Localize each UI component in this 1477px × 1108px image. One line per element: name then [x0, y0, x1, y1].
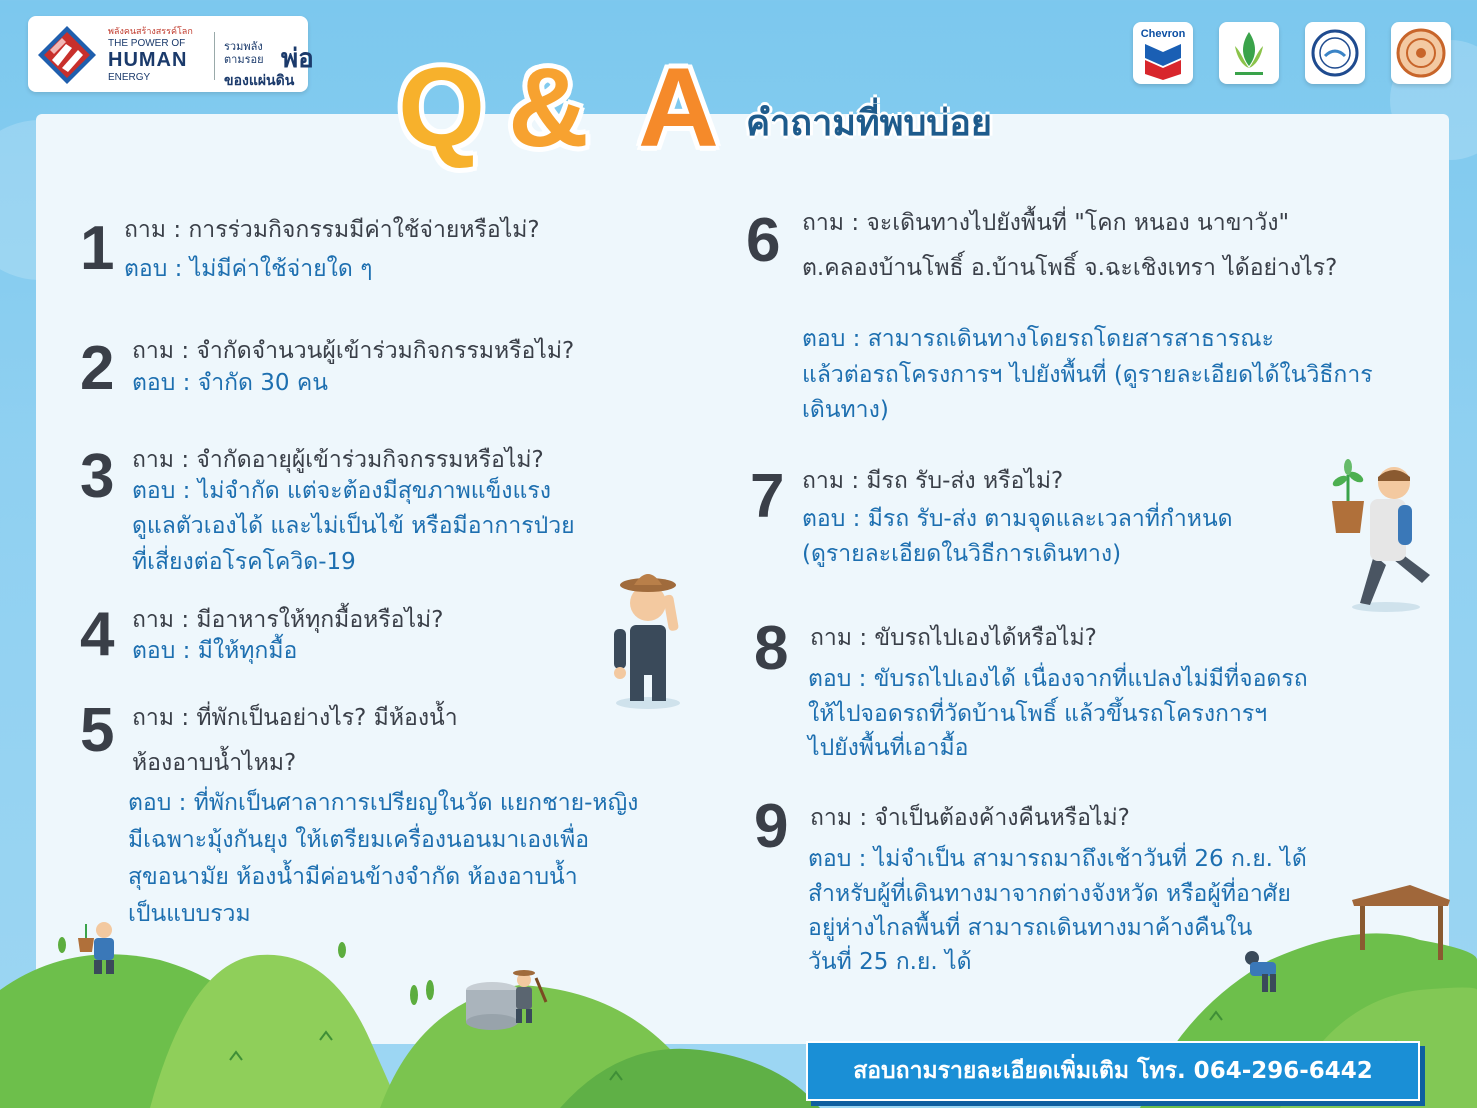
faq-number: 1 — [80, 214, 115, 283]
well-icon — [466, 982, 518, 1030]
faq-answer: ตอบ : มีให้ทุกมื้อ — [132, 638, 298, 664]
logo-tagline: พลังคนสร้างสรรค์โลก — [108, 27, 193, 37]
faq-question: ถาม : ขับรถไปเองได้หรือไม่? — [810, 625, 1097, 651]
faq-question: ถาม : ที่พักเป็นอย่างไร? มีห้องน้ำ — [132, 705, 458, 731]
faq-answer: ตอบ : ที่พักเป็นศาลาการเปรียญในวัด แยกชาย-หญิง — [128, 790, 639, 816]
logo-energy: ENERGY — [108, 72, 151, 83]
faq-question: ถาม : จะเดินทางไปยังพื้นที่ "โคก หนอง นาขาวัง" — [802, 210, 1290, 236]
faq-answer: แล้วต่อรถโครงการฯ ไปยังพื้นที่ (ดูรายละเอียดได้ในวิธีการ — [802, 362, 1373, 388]
faq-number: 4 — [80, 600, 115, 669]
faq-answer: ตอบ : ไม่จำเป็น สามารถมาถึงเช้าวันที่ 26 ก.ย. ได้ — [808, 846, 1307, 872]
faq-answer: ตอบ : ไม่มีค่าใช้จ่ายใด ๆ — [124, 256, 373, 282]
faq-answer: ให้ไปจอดรถที่วัดบ้านโพธิ์ แล้วขึ้นรถโครงการฯ — [808, 701, 1268, 727]
title-ampersand: & — [508, 45, 589, 170]
faq-question: ถาม : มีรถ รับ-ส่ง หรือไม่? — [802, 468, 1064, 494]
faq-answer: ตอบ : มีรถ รับ-ส่ง ตามจุดและเวลาที่กำหนด — [802, 506, 1233, 532]
faq-number: 8 — [754, 614, 789, 683]
page-subtitle: คำถามที่พบบ่อย — [746, 103, 992, 144]
faq-answer: มีเฉพาะมุ้งกันยุง ให้เตรียมเครื่องนอนมาเองเพื่อ — [128, 827, 590, 853]
faq-question: ถาม : จำเป็นต้องค้างคืนหรือไม่? — [810, 805, 1130, 831]
faq-answer: สุขอนามัย ห้องน้ำมีค่อนข้างจำกัด ห้องอาบน้ำ — [128, 864, 578, 890]
chevron-label: Chevron — [1140, 28, 1186, 40]
logo-human: HUMAN — [108, 49, 188, 71]
faq-question: ถาม : จำกัดอายุผู้เข้าร่วมกิจกรรมหรือไม่? — [132, 447, 544, 473]
faq-number: 2 — [80, 334, 115, 403]
faq-answer: ตอบ : ขับรถไปเองได้ เนื่องจากที่แปลงไม่มีที่จอดรถ — [808, 666, 1308, 692]
faq-number: 6 — [746, 206, 781, 275]
faq-answer: ดูแลตัวเองได้ และไม่เป็นไข้ หรือมีอาการป่วย — [132, 513, 575, 539]
faq-question: ห้องอาบน้ำไหม? — [132, 750, 297, 776]
faq-answer: สำหรับผู้ที่เดินทางมาจากต่างจังหวัด หรือผู้ที่อาศัย — [808, 881, 1291, 907]
faq-question: ถาม : จำกัดจำนวนผู้เข้าร่วมกิจกรรมหรือไม่? — [132, 338, 575, 364]
faq-number: 3 — [80, 442, 115, 511]
faq-answer: ที่เสี่ยงต่อโรคโควิด-19 — [132, 549, 356, 575]
faq-answer: อยู่ห่างไกลพื้นที่ สามารถเดินทางมาค้างคืนใน — [808, 915, 1253, 941]
faq-number: 7 — [750, 462, 785, 531]
faq-answer: ตอบ : สามารถเดินทางโดยรถโดยสารสาธารณะ — [802, 326, 1274, 352]
logo-th-line2: ของแผ่นดิน — [224, 73, 295, 89]
faq-answer: (ดูรายละเอียดในวิธีการเดินทาง) — [802, 541, 1122, 567]
logo-power-of: THE POWER OF — [108, 38, 186, 49]
faq-answer: ไปยังพื้นที่เอามื้อ — [808, 735, 969, 761]
faq-number: 9 — [754, 792, 789, 861]
faq-answer: วันที่ 25 ก.ย. ได้ — [808, 949, 972, 975]
logo-th-big: พ่อ — [281, 44, 314, 74]
title-q: Q — [398, 45, 486, 170]
faq-number: 5 — [80, 696, 115, 765]
faq-answer: ตอบ : ไม่จำกัด แต่จะต้องมีสุขภาพแข็งแรง — [132, 478, 551, 504]
faq-answer: เดินทาง) — [802, 397, 889, 423]
logo-th-line1: รวมพลัง ตามรอย — [224, 40, 264, 66]
faq-answer: เป็นแบบรวม — [128, 901, 251, 927]
title-a: A — [638, 45, 719, 170]
faq-question: ถาม : การร่วมกิจกรรมมีค่าใช้จ่ายหรือไม่? — [124, 217, 540, 243]
faq-question: ถาม : มีอาหารให้ทุกมื้อหรือไม่? — [132, 607, 444, 633]
faq-question: ต.คลองบ้านโพธิ์ อ.บ้านโพธิ์ จ.ฉะเชิงเทรา ได้อย่างไร? — [802, 255, 1338, 281]
faq-answer: ตอบ : จำกัด 30 คน — [132, 370, 328, 396]
contact-banner: สอบถามรายละเอียดเพิ่มเติม โทร. 064-296-6442 — [806, 1041, 1420, 1101]
